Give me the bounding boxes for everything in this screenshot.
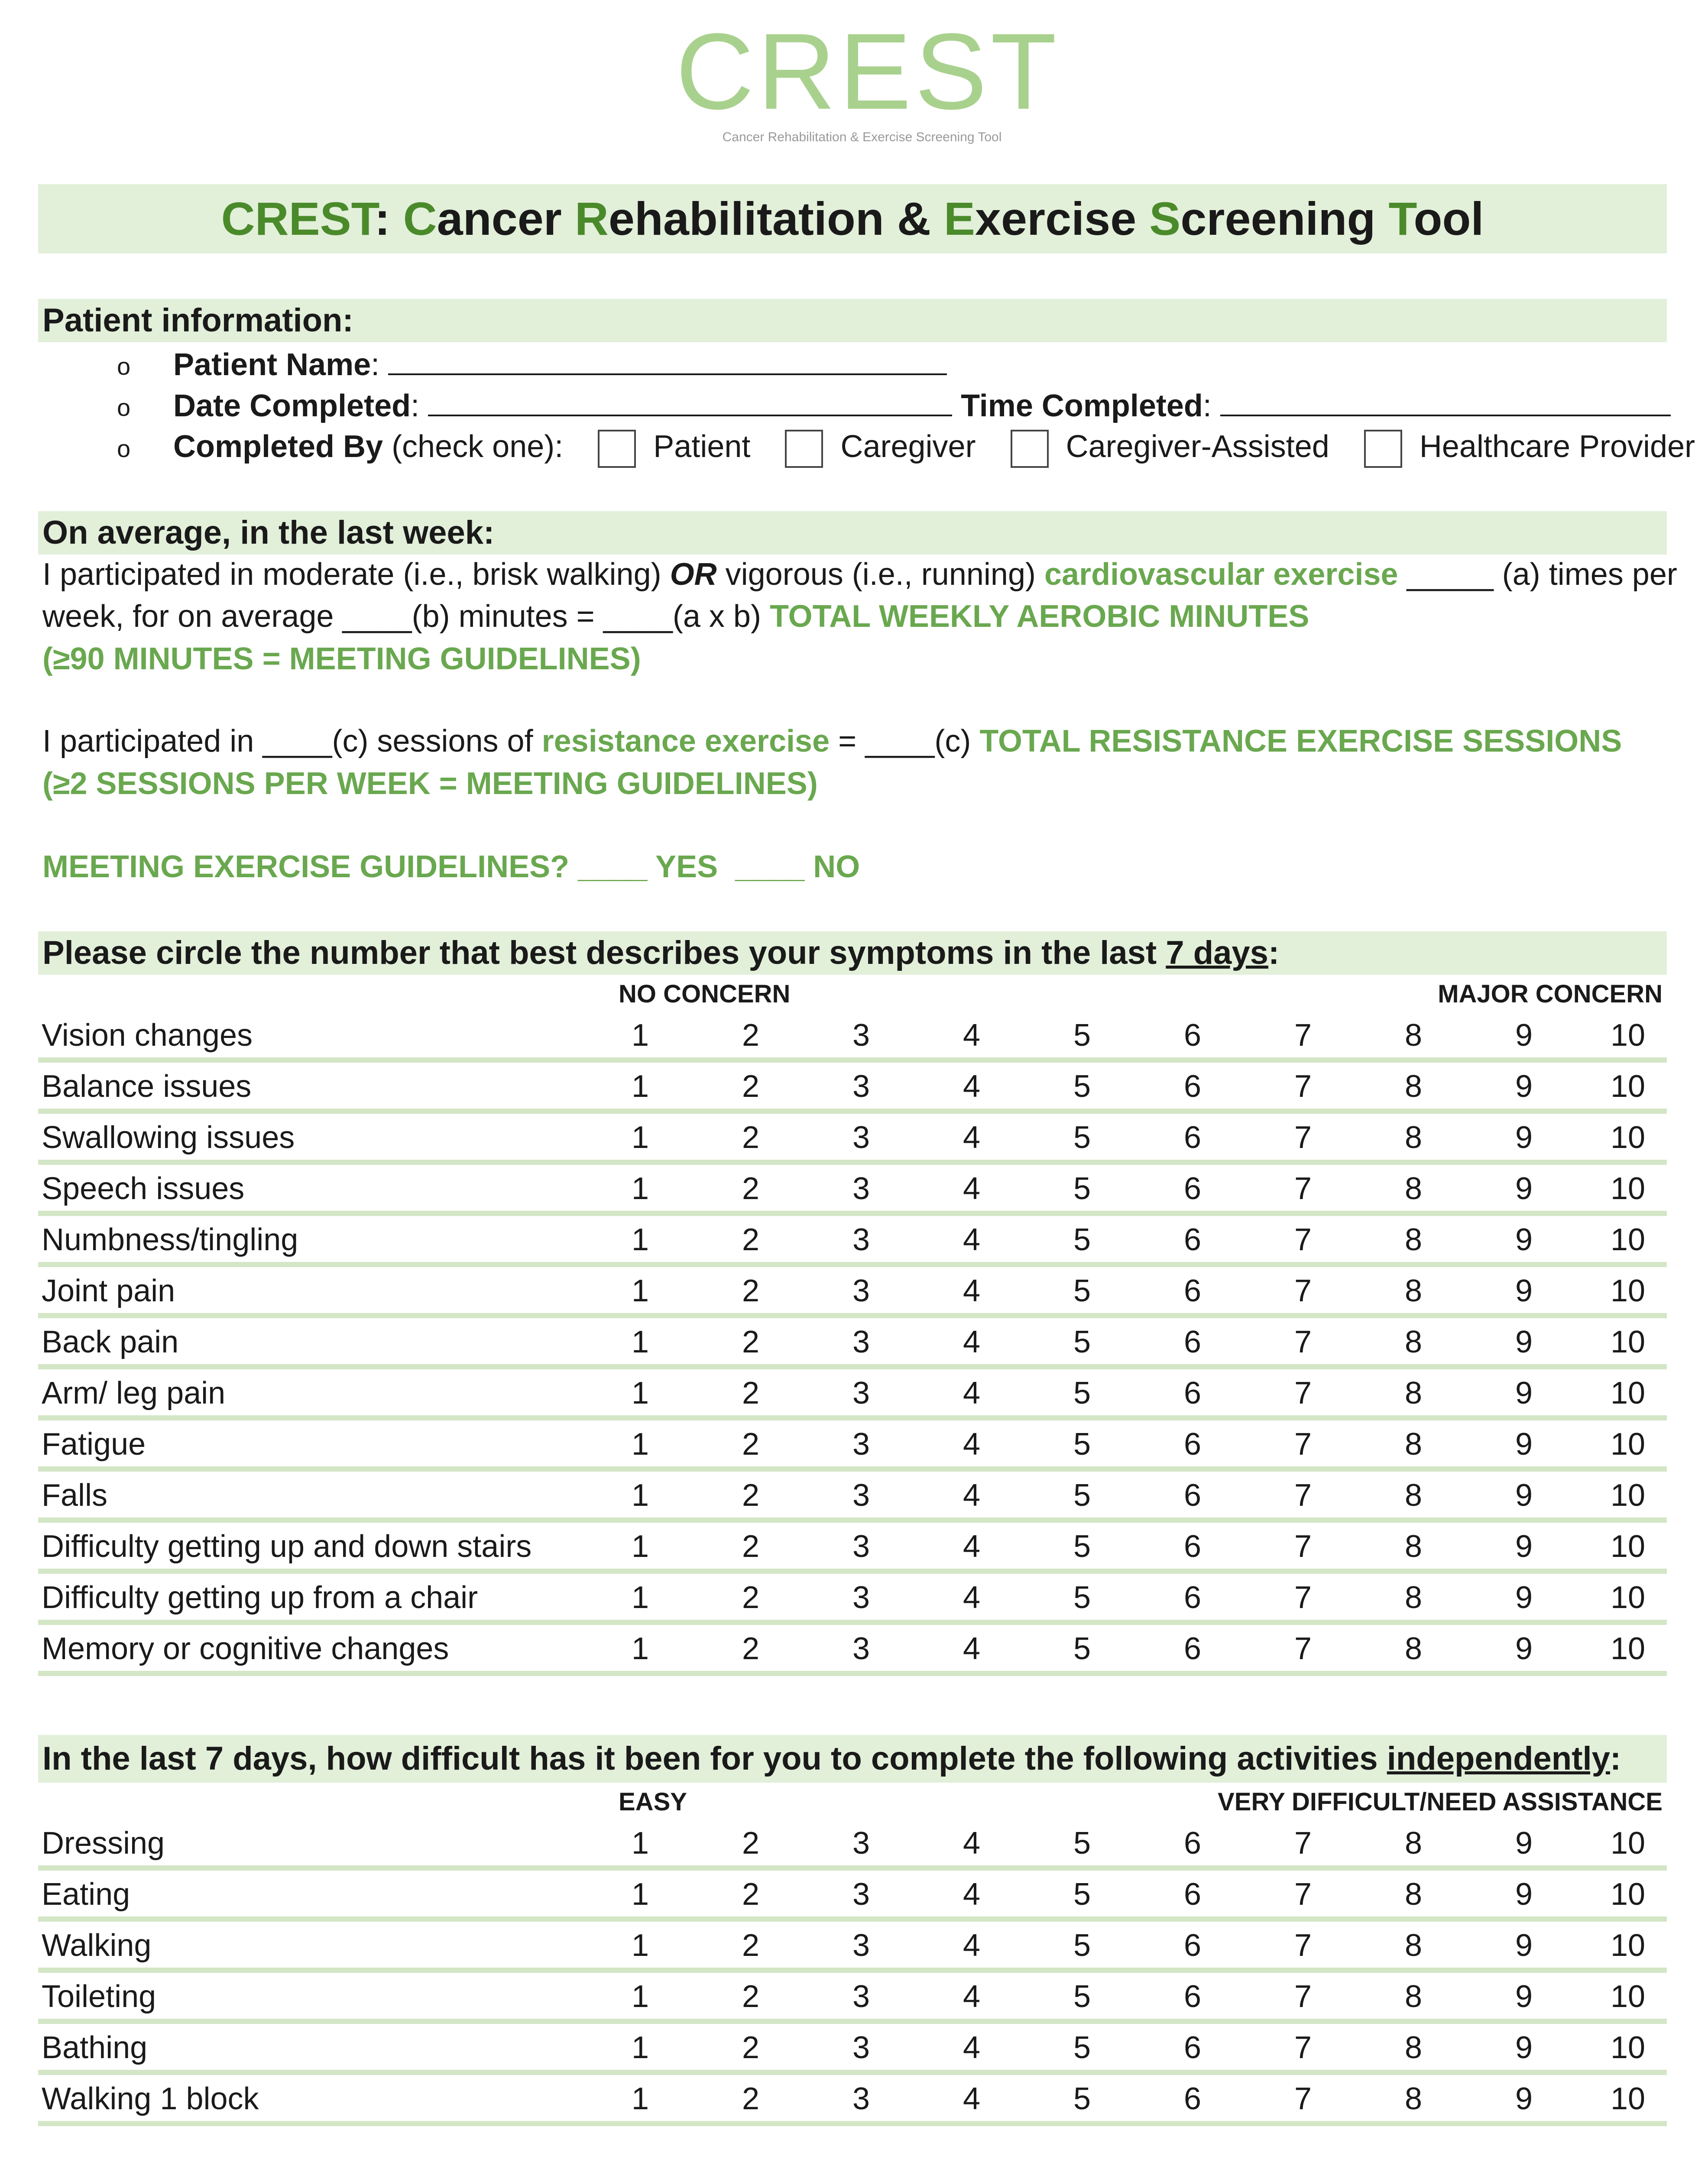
rating-option-8[interactable]: 8: [1404, 1478, 1423, 1513]
rating-option-3[interactable]: 3: [852, 1171, 870, 1206]
rating-option-9[interactable]: 9: [1515, 1478, 1533, 1513]
rating-option-2[interactable]: 2: [742, 1069, 760, 1104]
rating-option-1[interactable]: 1: [631, 1171, 649, 1206]
rating-option-7[interactable]: 7: [1294, 2030, 1312, 2065]
table-row: [38, 1625, 1667, 1676]
rating-option-7[interactable]: 7: [1294, 1580, 1312, 1615]
rating-option-1[interactable]: 1: [631, 1478, 649, 1513]
rating-option-7[interactable]: 7: [1294, 2082, 1312, 2116]
rating-option-3[interactable]: 3: [852, 1376, 870, 1410]
rating-option-3[interactable]: 3: [852, 1018, 870, 1053]
rating-option-1[interactable]: 1: [631, 1222, 649, 1257]
rating-option-9[interactable]: 9: [1515, 1928, 1533, 1963]
rating-option-8[interactable]: 8: [1404, 1222, 1423, 1257]
rating-option-3[interactable]: 3: [852, 2030, 870, 2065]
rating-option-4[interactable]: 4: [963, 1376, 981, 1410]
completed-by-row: Completed By (check one): Patient Caregiver Caregiver-Assisted Healthcare Provider: [173, 429, 1695, 468]
rating-option-1[interactable]: 1: [631, 1018, 649, 1053]
rating-option-6[interactable]: 6: [1183, 1427, 1202, 1462]
row-label: Bathing: [42, 2030, 148, 2065]
rating-option-9[interactable]: 9: [1515, 1376, 1533, 1410]
rating-option-10[interactable]: 10: [1610, 1120, 1646, 1155]
rating-option-7[interactable]: 7: [1294, 1018, 1312, 1053]
table-row: [38, 1420, 1667, 1472]
rating-option-8[interactable]: 8: [1404, 1427, 1423, 1462]
patient-name-row: o: [117, 353, 131, 380]
rating-option-7[interactable]: 7: [1294, 1171, 1312, 1206]
rating-option-10[interactable]: 10: [1610, 1631, 1646, 1666]
rating-option-3[interactable]: 3: [852, 1274, 870, 1308]
rating-option-3[interactable]: 3: [852, 1631, 870, 1666]
rating-option-2[interactable]: 2: [742, 2030, 760, 2065]
rating-option-3[interactable]: 3: [852, 1826, 870, 1861]
rating-option-5[interactable]: 5: [1073, 2082, 1091, 2116]
rating-option-8[interactable]: 8: [1404, 1069, 1423, 1104]
rating-option-6[interactable]: 6: [1183, 1222, 1202, 1257]
row-label: Vision changes: [42, 1018, 253, 1053]
rating-option-8[interactable]: 8: [1404, 2082, 1423, 2116]
rating-option-5[interactable]: 5: [1073, 1427, 1091, 1462]
logo-word: CREST: [676, 11, 1060, 132]
rating-option-6[interactable]: 6: [1183, 1631, 1202, 1666]
rating-option-1[interactable]: 1: [631, 1069, 649, 1104]
rating-option-10[interactable]: 10: [1610, 1529, 1646, 1564]
rating-option-8[interactable]: 8: [1404, 2030, 1423, 2065]
rating-option-8[interactable]: 8: [1404, 1826, 1423, 1861]
rating-option-2[interactable]: 2: [742, 1928, 760, 1963]
rating-option-10[interactable]: 10: [1610, 1018, 1646, 1053]
rating-option-1[interactable]: 1: [631, 1325, 649, 1359]
rating-option-9[interactable]: 9: [1515, 1222, 1533, 1257]
scale-high-label: VERY DIFFICULT/NEED ASSISTANCE: [1218, 1788, 1663, 1816]
rating-option-5[interactable]: 5: [1073, 1018, 1091, 1053]
rating-option-1[interactable]: 1: [631, 1427, 649, 1462]
rating-option-6[interactable]: 6: [1183, 1826, 1202, 1861]
rating-option-5[interactable]: 5: [1073, 1069, 1091, 1104]
rating-option-8[interactable]: 8: [1404, 1171, 1423, 1206]
row-label: Eating: [42, 1877, 130, 1912]
rating-option-6[interactable]: 6: [1183, 1979, 1202, 2014]
rating-option-6[interactable]: 6: [1183, 1877, 1202, 1912]
rating-option-5[interactable]: 5: [1073, 1478, 1091, 1513]
rating-option-4[interactable]: 4: [963, 1580, 981, 1615]
rating-option-9[interactable]: 9: [1515, 1120, 1533, 1155]
rating-option-3[interactable]: 3: [852, 1928, 870, 1963]
rating-option-8[interactable]: 8: [1404, 1928, 1423, 1963]
rating-option-8[interactable]: 8: [1404, 1376, 1423, 1410]
rating-option-9[interactable]: 9: [1515, 1069, 1533, 1104]
rating-option-3[interactable]: 3: [852, 2082, 870, 2116]
rating-option-8[interactable]: 8: [1404, 1120, 1423, 1155]
row-label: Back pain: [42, 1325, 179, 1359]
row-label: Walking: [42, 1928, 152, 1963]
rating-option-7[interactable]: 7: [1294, 1826, 1312, 1861]
rating-option-7[interactable]: 7: [1294, 1979, 1312, 2014]
rating-option-1[interactable]: 1: [631, 1928, 649, 1963]
rating-option-3[interactable]: 3: [852, 1222, 870, 1257]
rating-option-3[interactable]: 3: [852, 1478, 870, 1513]
rating-option-3[interactable]: 3: [852, 1325, 870, 1359]
rating-option-9[interactable]: 9: [1515, 1325, 1533, 1359]
rating-option-9[interactable]: 9: [1515, 1826, 1533, 1861]
rating-option-10[interactable]: 10: [1610, 1580, 1646, 1615]
checkbox-caregiver[interactable]: [785, 430, 823, 468]
rating-option-10[interactable]: 10: [1610, 2082, 1646, 2116]
rating-option-4[interactable]: 4: [963, 1222, 981, 1257]
patient-info-header: Patient information:: [38, 299, 1667, 342]
rating-option-1[interactable]: 1: [631, 1580, 649, 1615]
rating-option-7[interactable]: 7: [1294, 1928, 1312, 1963]
rating-option-2[interactable]: 2: [742, 1018, 760, 1053]
table-row: [38, 1472, 1667, 1523]
rating-option-9[interactable]: 9: [1515, 1274, 1533, 1308]
row-label: Memory or cognitive changes: [42, 1631, 449, 1666]
rating-option-5[interactable]: 5: [1073, 1222, 1091, 1257]
row-label: Difficulty getting up and down stairs: [42, 1529, 532, 1564]
rating-option-10[interactable]: 10: [1610, 1877, 1646, 1912]
table-row: [38, 1063, 1667, 1114]
rating-option-1[interactable]: 1: [631, 1979, 649, 2014]
time-completed-field[interactable]: [1220, 388, 1671, 416]
rating-option-2[interactable]: 2: [742, 1826, 760, 1861]
table-row: [38, 1165, 1667, 1216]
rating-option-9[interactable]: 9: [1515, 2082, 1533, 2116]
rating-option-3[interactable]: 3: [852, 1529, 870, 1564]
activities-scale-header: [38, 1785, 1667, 1819]
row-label: Fatigue: [42, 1427, 146, 1462]
rating-option-4[interactable]: 4: [963, 1877, 981, 1912]
rating-option-5[interactable]: 5: [1073, 1631, 1091, 1666]
rating-option-2[interactable]: 2: [742, 1877, 760, 1912]
rating-option-5[interactable]: 5: [1073, 1826, 1091, 1861]
rating-option-3[interactable]: 3: [852, 1877, 870, 1912]
row-label: Balance issues: [42, 1069, 252, 1104]
rating-option-4[interactable]: 4: [963, 1274, 981, 1308]
rating-option-4[interactable]: 4: [963, 1631, 981, 1666]
rating-option-8[interactable]: 8: [1404, 1018, 1423, 1053]
rating-option-6[interactable]: 6: [1183, 2082, 1202, 2116]
row-label: Arm/ leg pain: [42, 1376, 226, 1410]
table-row: [38, 1318, 1667, 1369]
rating-option-9[interactable]: 9: [1515, 1877, 1533, 1912]
rating-option-2[interactable]: 2: [742, 2082, 760, 2116]
rating-option-4[interactable]: 4: [963, 1018, 981, 1053]
rating-option-4[interactable]: 4: [963, 2082, 981, 2116]
rating-option-10[interactable]: 10: [1610, 1222, 1646, 1257]
rating-option-8[interactable]: 8: [1404, 1325, 1423, 1359]
table-row: [38, 1922, 1667, 1973]
rating-option-6[interactable]: 6: [1183, 1580, 1202, 1615]
rating-option-1[interactable]: 1: [631, 1529, 649, 1564]
rating-option-4[interactable]: 4: [963, 1427, 981, 1462]
rating-option-2[interactable]: 2: [742, 1325, 760, 1359]
rating-option-10[interactable]: 10: [1610, 1427, 1646, 1462]
rating-option-7[interactable]: 7: [1294, 1427, 1312, 1462]
rating-option-1[interactable]: 1: [631, 2030, 649, 2065]
rating-option-4[interactable]: 4: [963, 1979, 981, 2014]
rating-option-10[interactable]: 10: [1610, 1274, 1646, 1308]
table-row: [38, 1574, 1667, 1625]
resistance-guideline: (≥2 SESSIONS PER WEEK = MEETING GUIDELINES): [42, 766, 818, 801]
rating-option-2[interactable]: 2: [742, 1631, 760, 1666]
rating-option-2[interactable]: 2: [742, 1120, 760, 1155]
activity-table: [38, 1819, 1667, 2126]
rating-option-8[interactable]: 8: [1404, 1877, 1423, 1912]
rating-option-6[interactable]: 6: [1183, 1069, 1202, 1104]
symptoms-header: Please circle the number that best describes your symptoms in the last 7 days:: [38, 931, 1667, 975]
time-completed-label: Time Completed: [961, 389, 1203, 423]
rating-option-10[interactable]: 10: [1610, 1069, 1646, 1104]
rating-option-9[interactable]: 9: [1515, 1580, 1533, 1615]
rating-option-10[interactable]: 10: [1610, 1478, 1646, 1513]
rating-option-4[interactable]: 4: [963, 1529, 981, 1564]
rating-option-4[interactable]: 4: [963, 1171, 981, 1206]
activities-header: In the last 7 days, how difficult has it been for you to complete the following activities independently:: [38, 1735, 1667, 1783]
rating-option-10[interactable]: 10: [1610, 1826, 1646, 1861]
title-bar: [38, 184, 1667, 253]
rating-option-5[interactable]: 5: [1073, 1877, 1091, 1912]
rating-option-7[interactable]: 7: [1294, 1529, 1312, 1564]
rating-option-9[interactable]: 9: [1515, 1427, 1533, 1462]
row-label: Difficulty getting up from a chair: [42, 1580, 478, 1615]
rating-option-10[interactable]: 10: [1610, 2030, 1646, 2065]
aerobic-line-1: I participated in moderate (i.e., brisk walking) OR vigorous (i.e., running) cardiovascular exercise _____ (a) times per: [42, 557, 1677, 592]
rating-option-6[interactable]: 6: [1183, 1928, 1202, 1963]
rating-option-4[interactable]: 4: [963, 1325, 981, 1359]
table-row: [38, 1871, 1667, 1922]
rating-option-3[interactable]: 3: [852, 1427, 870, 1462]
table-row: [38, 1012, 1667, 1063]
row-label: Dressing: [42, 1826, 165, 1861]
rating-option-8[interactable]: 8: [1404, 1529, 1423, 1564]
rating-option-6[interactable]: 6: [1183, 1376, 1202, 1410]
rating-option-5[interactable]: 5: [1073, 1376, 1091, 1410]
rating-option-7[interactable]: 7: [1294, 1120, 1312, 1155]
rating-option-5[interactable]: 5: [1073, 1580, 1091, 1615]
rating-option-8[interactable]: 8: [1404, 1979, 1423, 2014]
row-label: Numbness/tingling: [42, 1222, 298, 1257]
rating-option-10[interactable]: 10: [1610, 1376, 1646, 1410]
rating-option-2[interactable]: 2: [742, 1478, 760, 1513]
rating-option-4[interactable]: 4: [963, 1069, 981, 1104]
aerobic-line-2: week, for on average ____(b) minutes = ____(a x b) TOTAL WEEKLY AEROBIC MINUTES: [42, 599, 1309, 634]
rating-option-7[interactable]: 7: [1294, 1274, 1312, 1308]
date-completed-field[interactable]: Date Completed: Time Completed:: [173, 388, 1671, 424]
rating-option-6[interactable]: 6: [1183, 1529, 1202, 1564]
rating-option-10[interactable]: 10: [1610, 1979, 1646, 2014]
row-label: Toileting: [42, 1979, 156, 2014]
rating-option-5[interactable]: 5: [1073, 1928, 1091, 1963]
rating-option-6[interactable]: 6: [1183, 1171, 1202, 1206]
rating-option-1[interactable]: 1: [631, 1877, 649, 1912]
rating-option-5[interactable]: 5: [1073, 1120, 1091, 1155]
rating-option-7[interactable]: 7: [1294, 1069, 1312, 1104]
rating-option-2[interactable]: 2: [742, 1580, 760, 1615]
row-label: Falls: [42, 1478, 108, 1513]
rating-option-6[interactable]: 6: [1183, 1120, 1202, 1155]
rating-option-7[interactable]: 7: [1294, 1631, 1312, 1666]
checkbox-healthcare-provider[interactable]: [1364, 430, 1402, 468]
scale-high-label: MAJOR CONCERN: [1438, 980, 1663, 1008]
rating-option-2[interactable]: 2: [742, 1376, 760, 1410]
rating-option-6[interactable]: 6: [1183, 1478, 1202, 1513]
table-row: [38, 1819, 1667, 1871]
table-row: [38, 1973, 1667, 2024]
rating-option-9[interactable]: 9: [1515, 1631, 1533, 1666]
rating-option-9[interactable]: 9: [1515, 1529, 1533, 1564]
rating-option-2[interactable]: 2: [742, 1529, 760, 1564]
rating-option-7[interactable]: 7: [1294, 1325, 1312, 1359]
rating-option-7[interactable]: 7: [1294, 1877, 1312, 1912]
rating-option-6[interactable]: 6: [1183, 1274, 1202, 1308]
rating-option-5[interactable]: 5: [1073, 1529, 1091, 1564]
rating-option-1[interactable]: 1: [631, 1274, 649, 1308]
crest-logo: [676, 11, 1060, 145]
rating-option-10[interactable]: 10: [1610, 1171, 1646, 1206]
rating-option-3[interactable]: 3: [852, 1979, 870, 2014]
rating-option-5[interactable]: 5: [1073, 1979, 1091, 2014]
rating-option-2[interactable]: 2: [742, 1171, 760, 1206]
rating-option-4[interactable]: 4: [963, 1826, 981, 1861]
rating-option-2[interactable]: 2: [742, 1222, 760, 1257]
aerobic-guideline: (≥90 MINUTES = MEETING GUIDELINES): [42, 642, 641, 676]
rating-option-8[interactable]: 8: [1404, 1631, 1423, 1666]
table-row: [38, 1114, 1667, 1165]
checkbox-caregiver-assisted[interactable]: [1011, 430, 1049, 468]
symptom-table: [38, 1012, 1667, 1676]
rating-option-2[interactable]: 2: [742, 1427, 760, 1462]
rating-option-4[interactable]: 4: [963, 2030, 981, 2065]
rating-option-4[interactable]: 4: [963, 1120, 981, 1155]
rating-option-6[interactable]: 6: [1183, 1018, 1202, 1053]
rating-option-9[interactable]: 9: [1515, 2030, 1533, 2065]
rating-option-9[interactable]: 9: [1515, 1171, 1533, 1206]
rating-option-1[interactable]: 1: [631, 1631, 649, 1666]
row-label: Walking 1 block: [42, 2082, 259, 2116]
checkbox-patient[interactable]: [598, 430, 636, 468]
rating-option-8[interactable]: 8: [1404, 1274, 1423, 1308]
table-row: [38, 1216, 1667, 1267]
table-row: [38, 1369, 1667, 1420]
average-header: On average, in the last week:: [38, 511, 1667, 554]
rating-option-6[interactable]: 6: [1183, 1325, 1202, 1359]
rating-option-2[interactable]: 2: [742, 1274, 760, 1308]
scale-low-label: NO CONCERN: [619, 980, 791, 1008]
table-row: [38, 2024, 1667, 2075]
row-label: Joint pain: [42, 1274, 175, 1308]
rating-option-10[interactable]: 10: [1610, 1325, 1646, 1359]
rating-option-1[interactable]: 1: [631, 1376, 649, 1410]
scale-low-label: EASY: [619, 1788, 687, 1816]
rating-option-3[interactable]: 3: [852, 1120, 870, 1155]
patient-name-field[interactable]: Patient Name:: [173, 347, 947, 383]
rating-option-5[interactable]: 5: [1073, 1325, 1091, 1359]
rating-option-3[interactable]: 3: [852, 1580, 870, 1615]
rating-option-1[interactable]: 1: [631, 1826, 649, 1861]
rating-option-8[interactable]: 8: [1404, 1580, 1423, 1615]
rating-option-5[interactable]: 5: [1073, 2030, 1091, 2065]
table-row: [38, 1523, 1667, 1574]
rating-option-4[interactable]: 4: [963, 1928, 981, 1963]
row-label: Speech issues: [42, 1171, 245, 1206]
rating-option-7[interactable]: 7: [1294, 1222, 1312, 1257]
rating-option-9[interactable]: 9: [1515, 1979, 1533, 2014]
rating-option-7[interactable]: 7: [1294, 1376, 1312, 1410]
rating-option-10[interactable]: 10: [1610, 1928, 1646, 1963]
symptoms-scale-header: [38, 977, 1667, 1012]
meeting-guidelines: MEETING EXERCISE GUIDELINES? ____ YES ____ NO: [42, 850, 860, 884]
rating-option-1[interactable]: 1: [631, 1120, 649, 1155]
table-row: [38, 2075, 1667, 2126]
rating-option-5[interactable]: 5: [1073, 1274, 1091, 1308]
page-title: CREST: Cancer Rehabilitation & Exercise Screening Tool: [221, 192, 1484, 245]
row-label: Swallowing issues: [42, 1120, 295, 1155]
rating-option-3[interactable]: 3: [852, 1069, 870, 1104]
rating-option-2[interactable]: 2: [742, 1979, 760, 2014]
rating-option-6[interactable]: 6: [1183, 2030, 1202, 2065]
rating-option-1[interactable]: 1: [631, 2082, 649, 2116]
logo-subtitle: Cancer Rehabilitation & Exercise Screening Tool: [722, 130, 1002, 144]
table-row: [38, 1267, 1667, 1318]
rating-option-5[interactable]: 5: [1073, 1171, 1091, 1206]
rating-option-4[interactable]: 4: [963, 1478, 981, 1513]
rating-option-7[interactable]: 7: [1294, 1478, 1312, 1513]
resistance-line-1: I participated in ____(c) sessions of resistance exercise = ____(c) TOTAL RESISTANCE EXERCISE SESSIONS: [42, 724, 1622, 759]
rating-option-9[interactable]: 9: [1515, 1018, 1533, 1053]
